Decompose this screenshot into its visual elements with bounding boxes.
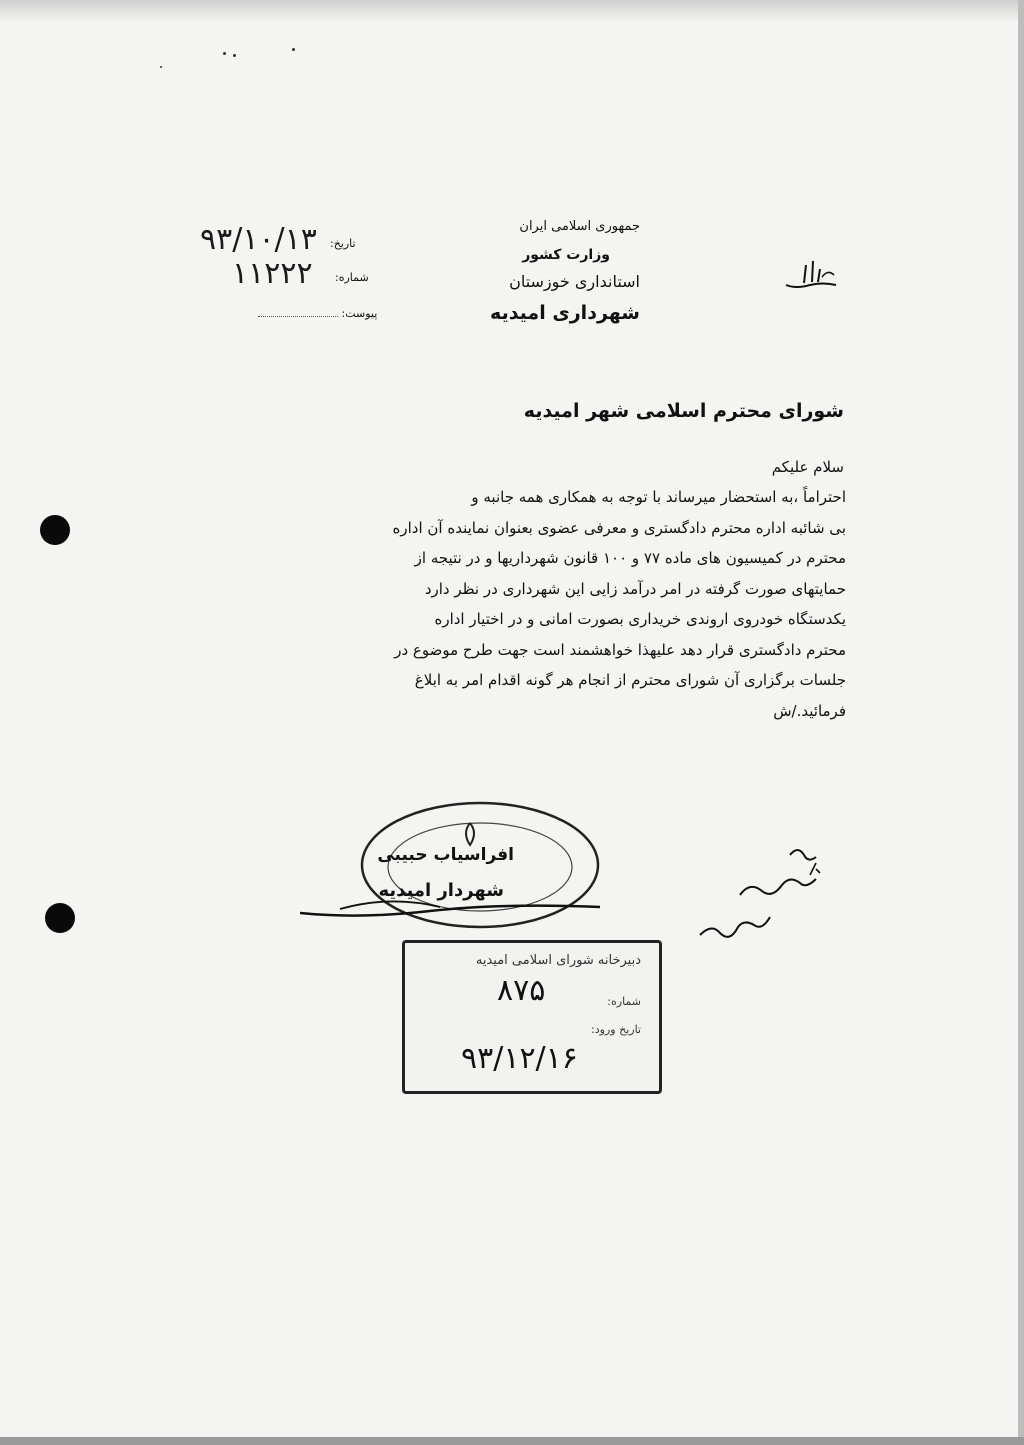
stamp-received-label: تاریخ ورود: [591,1023,641,1036]
punch-hole-top [40,515,70,545]
attachment-field [258,306,377,320]
date-handwritten: ۹۳/۱۰/۱۳ [200,222,317,257]
date-label: تاریخ: [330,237,356,250]
signatory-name: افراسیاب حبیبی [377,845,514,865]
body-line: بی شائبه اداره محترم دادگستری و معرفی عضوی بعنوان نماینده آن اداره [392,518,846,537]
body-line: جلسات برگزاری آن شورای محترم از انجام هر گونه اقدام امر به ابلاغ [414,671,846,689]
body-line: حمایتهای صورت گرفته در امر درآمد زایی این شهرداری در نظر دارد [424,579,846,598]
handwritten-margin-note [690,835,840,955]
letterhead-ministry: وزارت کشور [522,247,610,263]
attachment-dots [258,306,338,317]
date-field [330,237,356,250]
official-seal [300,795,620,935]
body-line: فرمائید./ش [773,701,846,720]
number-handwritten: ۱۱۲۲۲ [232,256,313,291]
stamp-number-handwritten: ۸۷۵ [497,973,546,1008]
letterhead-province: استانداری خوزستان [509,272,640,291]
scan-speck [292,48,295,51]
scan-speck [233,54,236,57]
bismillah-calligraphy-icon [782,255,842,295]
emblem-icon [466,823,474,845]
body-line: محترم دادگستری قرار دهد علیهذا خواهشمند است جهت طرح موضوع در [394,640,846,659]
attachment-label: پیوست: [341,307,378,320]
scan-bottom-edge [0,1437,1024,1445]
number-field [335,271,369,284]
punch-hole-bottom [45,903,75,933]
stamp-title: دبیرخانه شورای اسلامی امیدیه [475,953,641,968]
signatory-title: شهردار امیدیه [378,880,504,901]
letter-body [268,482,846,726]
scan-right-edge [1018,0,1024,1445]
body-line: احتراماً ،به استحضار میرساند با توجه به همکاری همه جانبه و [471,488,846,506]
number-label: شماره: [335,271,369,284]
scan-speck [160,66,162,68]
letterhead-municipality: شهرداری امیدیه [490,302,640,324]
body-line: محترم در کمیسیون های ماده ۷۷ و ۱۰۰ قانون شهرداریها و در نتیجه از [414,549,846,567]
stamp-number-label: شماره: [607,995,641,1008]
scan-top-shadow [0,0,1024,22]
body-line: یکدستگاه خودروی اروندی خریداری بصورت امانی و در اختیار اداره [434,610,846,628]
secretariat-stamp [402,940,662,1094]
letter-recipient: شورای محترم اسلامی شهر امیدیه [523,400,844,422]
stamp-date-handwritten: ۹۳/۱۲/۱۶ [461,1041,578,1076]
letterhead-republic: جمهوری اسلامی ایران [519,219,640,234]
scan-speck [223,52,226,55]
letter-greeting: سلام علیکم [771,458,844,476]
